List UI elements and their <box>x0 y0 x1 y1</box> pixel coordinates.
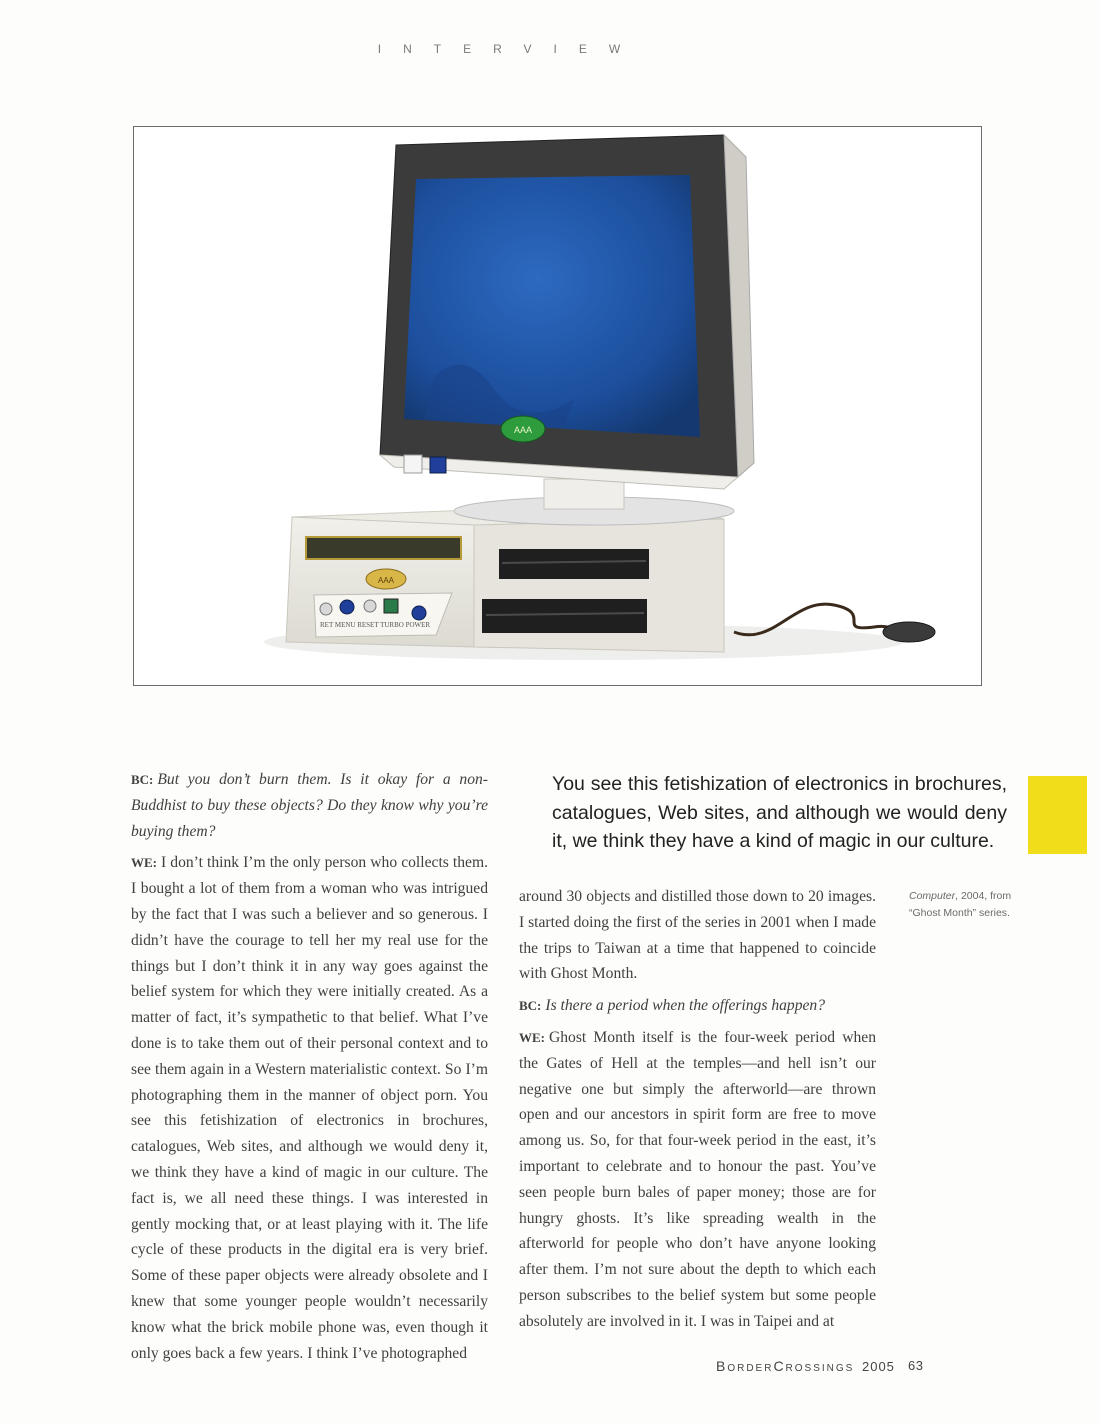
pull-quote: You see this fetishization of electronics in brochures, catalogues, Web sites, and although we would deny it, we think they have a kind of magic in our culture. <box>552 773 1007 852</box>
speaker-we: WE: <box>131 855 157 871</box>
answer-continued: around 30 objects and distilled those down to 20 images. I started doing the first of the series in 2001 when I made the trips to Taiwan at a time that happened to coincide with Ghost Month. <box>519 888 876 983</box>
answer-2 <box>519 1025 876 1335</box>
cd-slot <box>306 537 461 559</box>
power-plug <box>883 622 935 642</box>
caption-title: Computer <box>909 890 956 902</box>
drive-bay-upper <box>499 549 649 579</box>
speaker-we: WE: <box>519 1029 545 1045</box>
page-number: 63 <box>908 1358 924 1373</box>
speaker-bc: BC: <box>131 772 154 787</box>
accent-tab <box>1028 776 1087 854</box>
button-reset <box>364 600 376 612</box>
question-text: But you don’t burn them. Is it okay for a non-Buddhist to buy these objects? Do they know why you’re buying them? <box>131 771 488 840</box>
monitor-button-white <box>404 455 422 473</box>
speaker-bc: BC: <box>519 998 542 1014</box>
article-column-right <box>519 884 876 1335</box>
monitor-button-blue <box>430 457 446 473</box>
question-2 <box>519 993 876 1019</box>
answer-text: I don’t think I’m the only person who collects them. I bought a lot of them from a woman who was intrigued by the fact that I was such a believer and so generous. I didn’t have the courage to tell her my real use for the things but I don’t think it in any way goes against the belief system for which they were initially created. As a matter of fact, it’s sympathetic to that belief. What I’ve done is to take them out of their personal context and to see them again in a Western materialistic context. So I’m photographing them in the manner of object porn. You see this fetishization of electronics in brochures, catalogues, Web sites, and although we would deny it, we think they have a kind of magic in our culture. The fact is, we all need these things. I was interested in gently mocking that, or at least playing with it. The life cycle of these products in the digital era is very brief. Some of these paper objects were already obsolete and I knew that some younger people wouldn’t necessarily know what the brick mobile phone was, even though it only goes back a few years. I think I’ve photographed <box>131 854 488 1362</box>
front-panel <box>314 593 452 637</box>
caption-rest: , 2004, from “Ghost Month” series. <box>909 890 1012 919</box>
question-text: Is there a period when the offerings happen? <box>545 997 826 1015</box>
article-column-left <box>131 767 488 1366</box>
button-ret <box>320 603 332 615</box>
button-power <box>412 606 426 620</box>
button-menu <box>340 600 354 614</box>
button-turbo <box>384 599 398 613</box>
svg-text:AAA: AAA <box>513 425 533 435</box>
page-footer <box>716 1358 924 1374</box>
button-labels: RET MENU RESET TURBO POWER <box>320 621 431 629</box>
publication-name: BorderCrossings <box>716 1358 855 1374</box>
photo-caption <box>909 888 1039 922</box>
answer-text: Ghost Month itself is the four-week period when the Gates of Hell at the temples—and hell isn’t our negative one but simply the afterworld—are thrown open and our ancestors in spirit form are free to move among us. So, for that four-week period in the east, it’s important to celebrate and to honour the past. You’ve seen people burn bales of paper money; those are for hungry ghosts. It’s like spreading wealth in the afterworld for people who don’t have anyone looking after them. I’m not sure about the depth to which each person subscribes to the belief system but some people absolutely are involved in it. I was in Taipei and at <box>519 1028 876 1330</box>
publication-year: 2005 <box>861 1359 895 1374</box>
artwork-photo <box>133 126 982 686</box>
question-1 <box>131 767 488 844</box>
svg-text:AAA: AAA <box>377 576 395 585</box>
drive-bay-lower <box>482 599 647 633</box>
answer-1 <box>131 850 488 1366</box>
section-label: INTERVIEW <box>377 42 643 56</box>
